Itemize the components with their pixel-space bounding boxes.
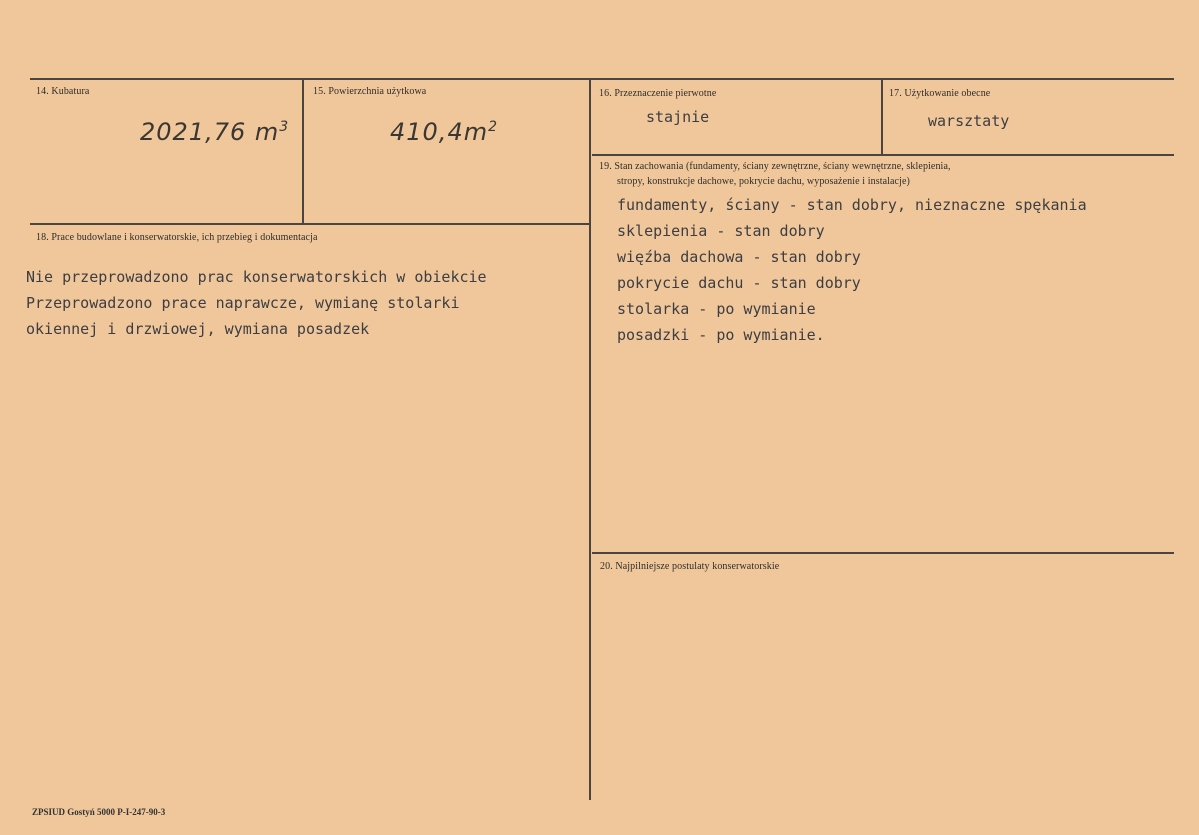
field-19-label-line1: 19. Stan zachowania (fundamenty, ściany zewnętrzne, ściany wewnętrzne, sklepienia, xyxy=(599,161,951,172)
field-17-label: 17. Użytkowanie obecne xyxy=(889,88,991,99)
field-19-line: pokrycie dachu - stan dobry xyxy=(617,274,861,292)
field-15-value xyxy=(390,118,498,146)
field-19-line: stolarka - po wymianie xyxy=(617,300,816,318)
field-18-label: 18. Prace budowlane i konserwatorskie, ich przebieg i dokumentacja xyxy=(36,232,318,243)
print-imprint: ZPSIUD Gostyń 5000 P-I-247-90-3 xyxy=(32,807,166,817)
field-18-line: Przeprowadzono prace naprawcze, wymianę stolarki xyxy=(26,294,460,312)
field-18-line: okiennej i drzwiowej, wymiana posadzek xyxy=(26,320,370,338)
field-15-label: 15. Powierzchnia użytkowa xyxy=(313,86,427,97)
field-18-line: Nie przeprowadzono prac konserwatorskich w obiekcie xyxy=(26,268,487,286)
field-14-unit-exponent: 3 xyxy=(279,119,290,135)
divider-left-right xyxy=(589,78,591,800)
divider-14-15 xyxy=(302,78,304,224)
field-19-text xyxy=(617,192,1087,348)
field-15-number: 410,4m xyxy=(390,118,489,146)
field-15-unit-exponent: 2 xyxy=(488,119,499,135)
field-16-value: stajnie xyxy=(646,108,710,126)
rule-below-14-15 xyxy=(30,223,590,225)
field-14-label: 14. Kubatura xyxy=(36,86,90,97)
divider-16-17 xyxy=(881,78,883,155)
rule-below-16-17 xyxy=(592,154,1174,156)
field-19-line: więźba dachowa - stan dobry xyxy=(617,248,861,266)
field-20-label: 20. Najpilniejsze postulaty konserwatorskie xyxy=(600,561,780,572)
field-19-line: sklepienia - stan dobry xyxy=(617,222,825,240)
field-14-value xyxy=(140,118,289,146)
field-19-line: posadzki - po wymianie. xyxy=(617,326,825,344)
field-14-number: 2021,76 m xyxy=(140,118,280,146)
top-rule xyxy=(30,78,1174,80)
field-18-text xyxy=(26,264,487,342)
field-17-value: warsztaty xyxy=(928,112,1010,130)
field-19-line: fundamenty, ściany - stan dobry, nieznaczne spękania xyxy=(617,196,1087,214)
field-16-label: 16. Przeznaczenie pierwotne xyxy=(599,88,717,99)
field-19-label-line2: stropy, konstrukcje dachowe, pokrycie dachu, wyposażenie i instalacje) xyxy=(617,176,910,187)
rule-above-20 xyxy=(592,552,1174,554)
